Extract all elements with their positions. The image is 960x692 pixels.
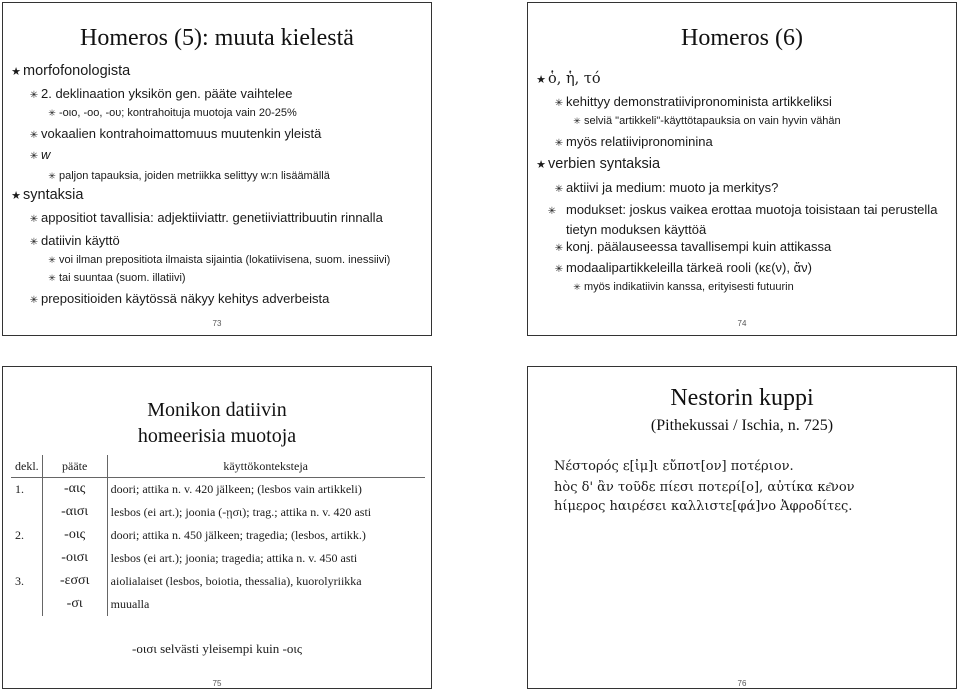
slide-title: [3, 397, 431, 449]
asterisk-bullet-icon: ✳: [48, 108, 56, 118]
table-cell: lesbos (ei art.); joonia; tragedia; attika n. v. 450 asti: [110, 550, 358, 565]
page-number: 73: [212, 319, 222, 328]
table-cell: -αισι: [42, 501, 107, 524]
table-cell: [12, 547, 43, 570]
table-row: [12, 501, 425, 524]
slide-note: -οισι selvästi yleisempi kuin -οις: [132, 641, 302, 656]
table-cell: muualla: [110, 596, 150, 611]
slide-title-line: homeerisia muotoja: [137, 425, 297, 447]
bullet-line: ✳ paljon tapauksia, joiden metriikka selittyy w:n lisäämällä: [45, 170, 330, 182]
bullet-line: ✳ aktiivi ja medium: muoto ja merkitys?: [552, 180, 778, 195]
slide-73: [2, 2, 432, 336]
star-bullet-icon: ★: [536, 73, 546, 86]
greek-inscription-line: hὸς δ' ἂν τοῦδε πίεσι ποτερί[ο], αὐτίκα κε͂νον: [554, 480, 855, 495]
column-header: käyttökonteksteja: [107, 456, 424, 478]
table-cell: -αις: [42, 478, 107, 501]
table-cell: [12, 593, 43, 616]
slide-76: [527, 366, 957, 689]
table-cell: 3.: [12, 570, 43, 593]
page-number: 76: [737, 679, 747, 688]
bullet-line: ✳ selviä "artikkeli"-käyttötapauksia on vain hyvin vähän: [570, 115, 841, 127]
table-cell: doori; attika n. 450 jälkeen; tragedia; (lesbos, artikk.): [107, 524, 424, 547]
table-row: [12, 478, 425, 501]
page-number: 74: [737, 319, 747, 328]
bullet-line: ✳ voi ilman prepositiota ilmaista sijaintia (lokatiivisena, suom. inessiivi): [45, 254, 390, 266]
table-row: [12, 570, 425, 593]
bullet-line: ✳ kehittyy demonstratiivipronominista artikkeliksi: [552, 94, 832, 109]
bullet-line: ✳ myös indikatiivin kanssa, erityisesti futuurin: [570, 281, 794, 293]
bullet-line: ★ morfofonologista: [9, 63, 130, 79]
asterisk-bullet-icon: ✳: [554, 264, 564, 275]
table-cell: -οις: [42, 524, 107, 547]
slide-75: [2, 366, 432, 689]
bullet-line: ✳ myös relatiivipronominina: [552, 134, 713, 149]
asterisk-bullet-icon: ✳: [573, 282, 581, 292]
bullet-line: ✳ -οιο, -οο, -ου; kontrahoituja muotoja vain 20-25%: [45, 107, 297, 119]
asterisk-bullet-icon: ✳: [573, 116, 581, 126]
table-cell: aiolialaiset (lesbos, boiotia, thessalia), kuorolyriikka: [107, 570, 424, 593]
bullet-line: ★ verbien syntaksia: [534, 156, 660, 172]
asterisk-bullet-icon: ✳: [29, 237, 39, 248]
bullet-line: ✳ modaalipartikkeleilla tärkeä rooli (κε(ν), ἄν): [552, 260, 812, 275]
bullet-line: ✳ vokaalien kontrahoimattomuus muutenkin yleistä: [27, 126, 321, 141]
asterisk-bullet-icon: ✳: [554, 184, 564, 195]
asterisk-bullet-icon: ✳: [48, 273, 56, 283]
star-bullet-icon: ★: [11, 190, 21, 202]
bullet-line: ✳ appositiot tavallisia: adjektiiviattr. genetiiviattribuutin rinnalla: [27, 210, 383, 225]
star-bullet-icon: ★: [11, 66, 21, 78]
column-header: dekl.: [12, 456, 43, 478]
slide-title: Homeros (5): muuta kielestä: [80, 25, 354, 51]
table-cell: doori; attika n. v. 420 jälkeen; (lesbos vain artikkeli): [110, 481, 362, 496]
table-row: [12, 524, 425, 547]
slide-subtitle: (Pithekussai / Ischia, n. 725): [650, 417, 834, 434]
asterisk-bullet-icon: ✳: [29, 90, 39, 101]
table-cell: -εσσι: [42, 570, 107, 593]
bullet-line: ✳ prepositioiden käytössä näkyy kehitys adverbeista: [27, 291, 329, 306]
bullet-line: ✳ datiivin käyttö: [27, 233, 120, 248]
star-bullet-icon: ★: [536, 159, 546, 171]
asterisk-bullet-icon: ✳: [29, 214, 39, 225]
slide-title: Nestorin kuppi: [670, 385, 814, 411]
asterisk-bullet-icon: ✳: [48, 255, 56, 265]
slide-74: [527, 2, 957, 336]
column-header: pääte: [42, 456, 107, 478]
table-cell: lesbos (ei art.); joonia (-ῃσι); trag.; attika n. v. 420 asti: [110, 504, 372, 519]
asterisk-bullet-icon: ✳: [547, 206, 557, 217]
bullet-line: ✳ tai suuntaa (suom. illatiivi): [45, 272, 186, 284]
bullet-line: ★ ὁ, ἡ, τό: [534, 71, 601, 87]
page-number: 75: [212, 679, 222, 688]
greek-inscription-line: hίμερος hαιρέσει καλλιστε[φά]νο Ἀφροδίτες.: [554, 499, 853, 514]
table-cell: -οισι: [42, 547, 107, 570]
bullet-line: ★ syntaksia: [9, 187, 83, 203]
table-header-row: [12, 456, 425, 478]
bullet-line: ✳ modukset: joskus vaikea erottaa muotoja toisistaan tai perustella tietyn moduksen käyttöä: [547, 202, 938, 237]
bullet-line: ✳ 2. deklinaation yksikön gen. pääte vaihtelee: [27, 86, 293, 101]
asterisk-bullet-icon: ✳: [29, 295, 39, 306]
dative-forms-table: [11, 455, 425, 616]
table-cell: [12, 501, 43, 524]
table-row: [12, 593, 425, 616]
asterisk-bullet-icon: ✳: [554, 138, 564, 149]
asterisk-bullet-icon: ✳: [48, 171, 56, 181]
table-cell: 1.: [12, 478, 43, 501]
table-cell: -σι: [42, 593, 107, 616]
asterisk-bullet-icon: ✳: [29, 151, 39, 162]
slide-title-line: Monikon datiivin: [147, 399, 287, 421]
asterisk-bullet-icon: ✳: [554, 243, 564, 254]
bullet-line: ✳ konj. päälauseessa tavallisempi kuin attikassa: [552, 239, 831, 254]
table-row: [12, 547, 425, 570]
asterisk-bullet-icon: ✳: [554, 98, 564, 109]
slide-title: Homeros (6): [681, 25, 803, 51]
table-cell: 2.: [12, 524, 43, 547]
asterisk-bullet-icon: ✳: [29, 130, 39, 141]
bullet-line: ✳ w: [27, 147, 50, 162]
greek-inscription-line: Νέστορός ε[ἰμ]ι εὔποτ[ον] ποτέριον.: [554, 459, 794, 474]
